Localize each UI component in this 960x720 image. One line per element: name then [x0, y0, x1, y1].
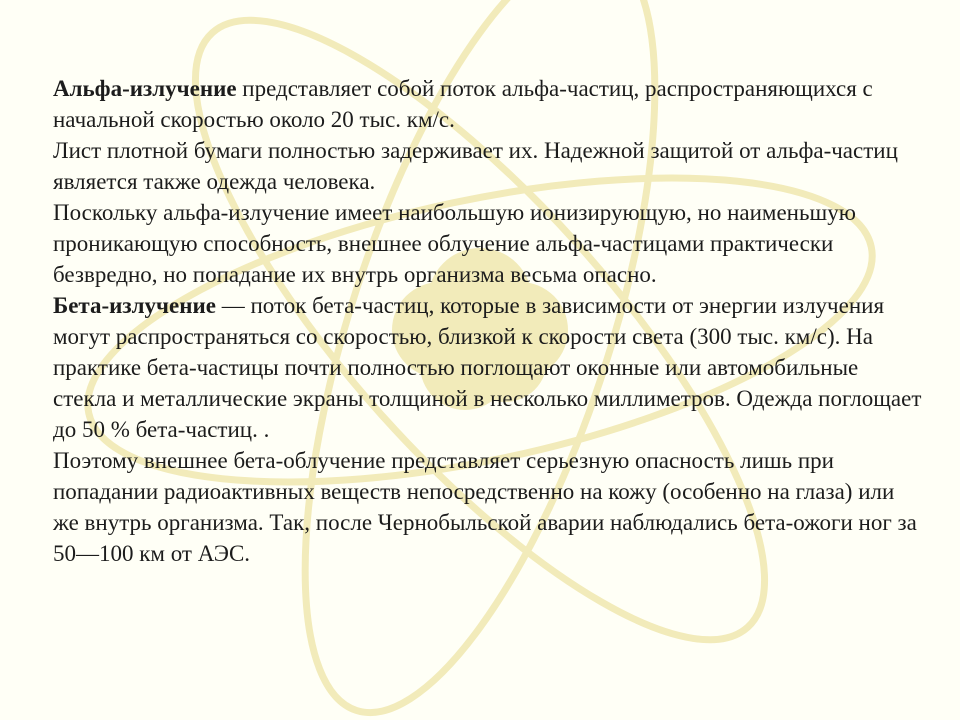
- paragraph-text: Лист плотной бумаги полностью задерживает их. Надежной защитой от альфа-частиц является также одежда человека.: [53, 138, 898, 194]
- term-beta: Бета-излучение: [53, 293, 216, 318]
- paragraph-alpha-intro: [53, 73, 923, 135]
- term-alpha: Альфа-излучение: [53, 76, 237, 101]
- paragraph-alpha-protection: [53, 135, 923, 197]
- paragraph-beta-intro: [53, 290, 923, 445]
- paragraph-text: — поток бета-частиц, которые в зависимости от энергии излучения могут распространяться со скоростью, близкой к скорости света (300 тыс. км/с). На практике бета-частицы почти полностью поглощают оконные или автомобильные стекла и металлические экраны толщиной в несколько миллиметров. Одежда поглощает до 50 % бета-частиц. .: [53, 293, 922, 442]
- paragraph-beta-danger: [53, 445, 923, 569]
- slide-text: [53, 73, 923, 569]
- paragraph-alpha-danger: [53, 197, 923, 290]
- paragraph-text: Поэтому внешнее бета-облучение представляет серьезную опасность лишь при попадании радиоактивных веществ непосредственно на кожу (особенно на глаза) или же внутрь организма. Так, после Чернобыльской аварии наблюдались бета-ожоги ног за 50—100 км от АЭС.: [53, 448, 917, 566]
- paragraph-text: Поскольку альфа-излучение имеет наибольшую ионизирующую, но наименьшую проникающую способность, внешнее облучение альфа-частицами практически безвредно, но попадание их внутрь организма весьма опасно.: [53, 200, 856, 287]
- paragraph-text: представляет собой поток альфа-частиц, распространяющихся с начальной скоростью около 20 тыс. км/с.: [53, 76, 873, 132]
